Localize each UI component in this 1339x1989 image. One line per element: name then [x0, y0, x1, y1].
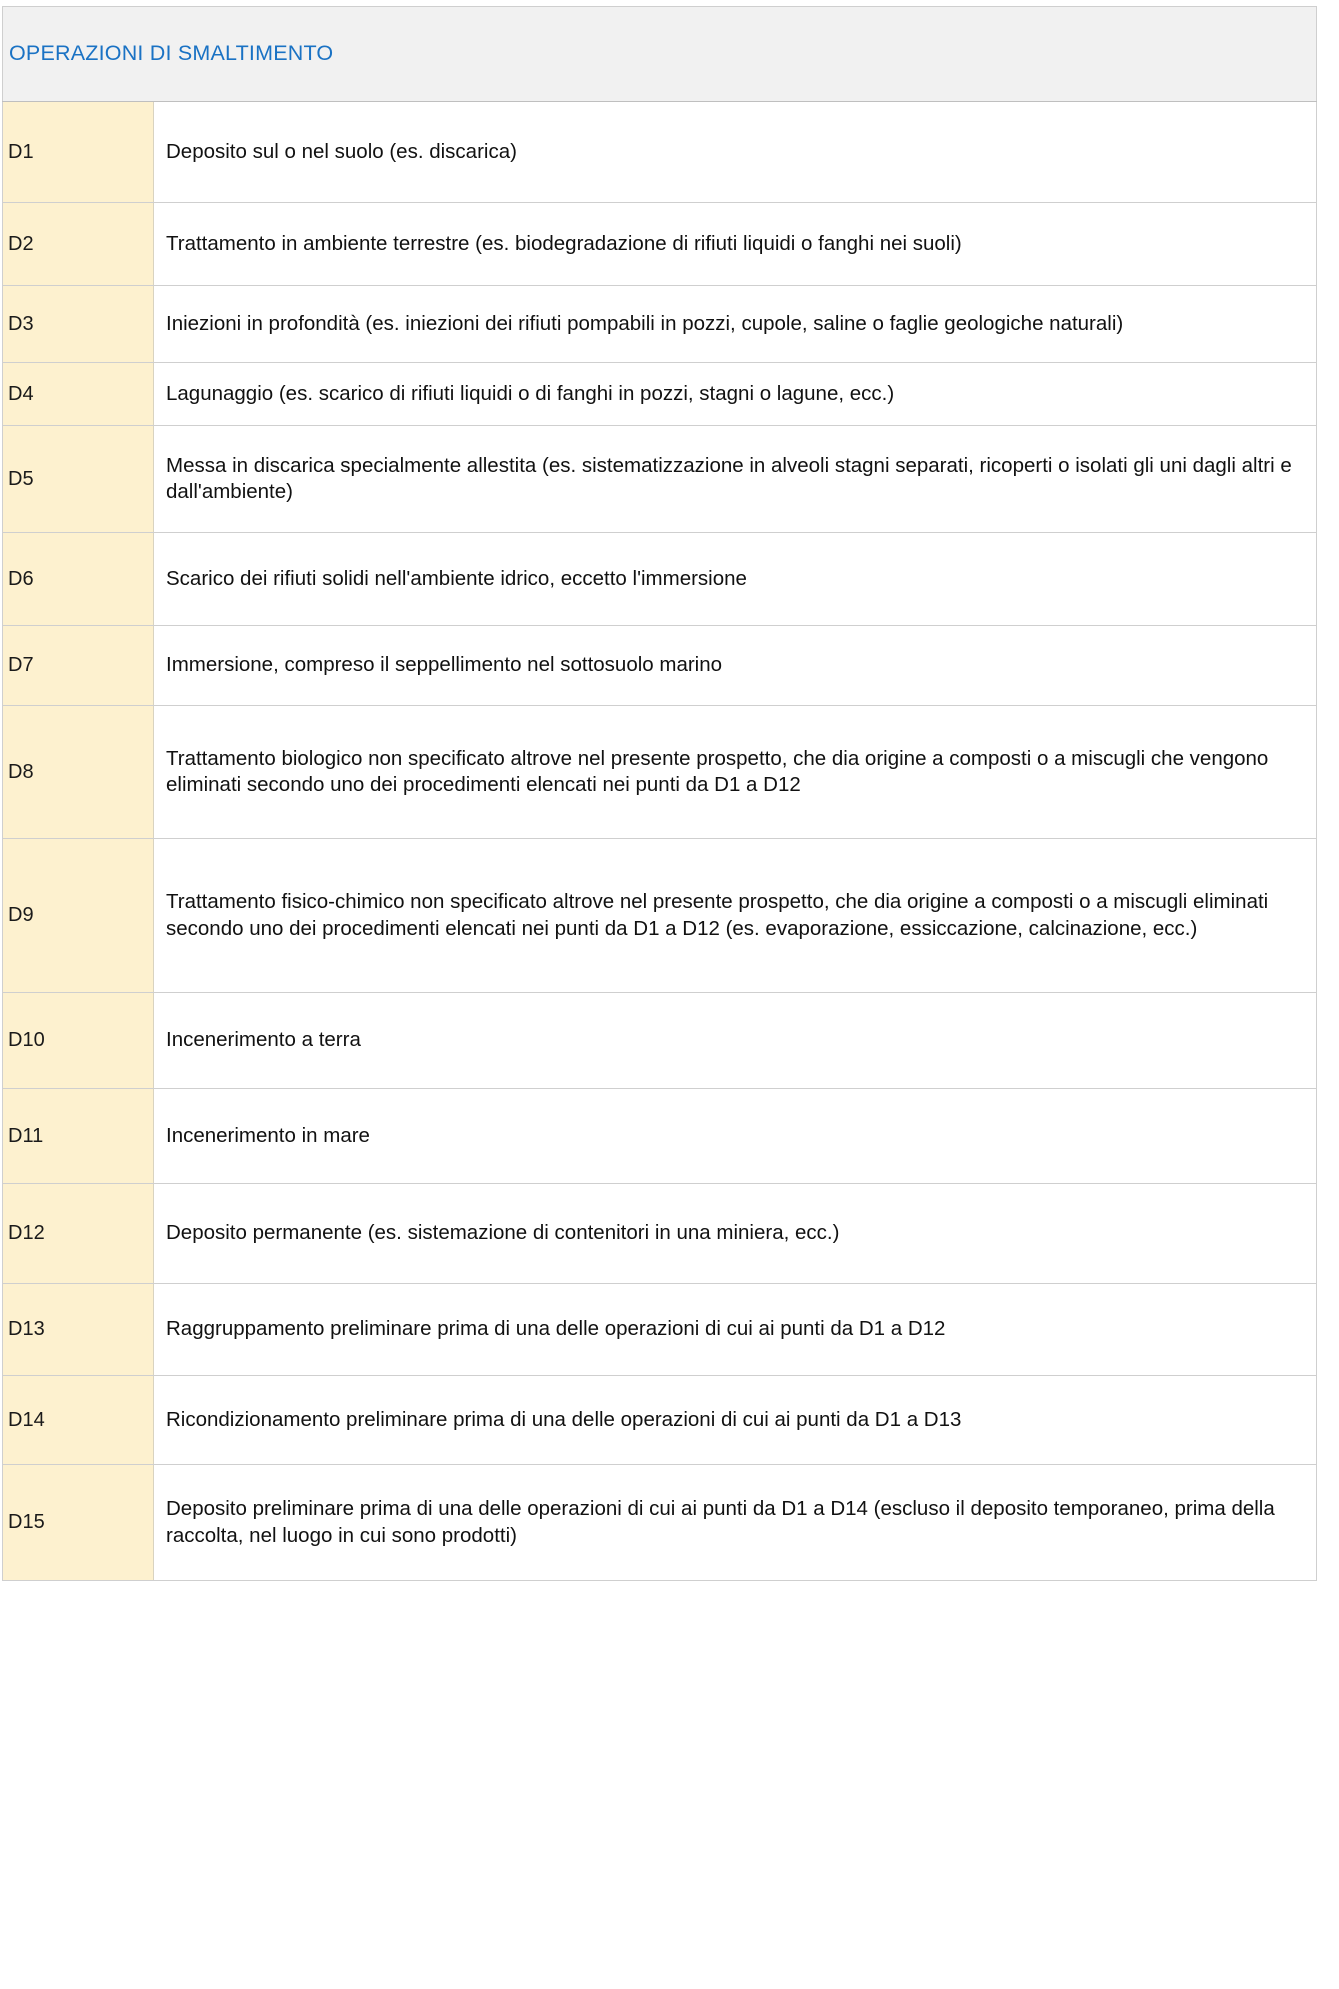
operation-description-cell	[154, 1284, 1317, 1376]
operation-code: D8	[8, 760, 34, 783]
operation-code-cell	[3, 626, 154, 706]
operation-code-cell	[3, 1089, 154, 1184]
operation-description: Incenerimento in mare	[166, 1123, 370, 1147]
operation-code: D3	[8, 312, 34, 335]
operation-code: D15	[8, 1511, 45, 1533]
operation-code: D2	[8, 232, 34, 255]
operation-description: Incenerimento a terra	[166, 1028, 361, 1052]
operation-code-cell	[3, 1184, 154, 1284]
operation-code-cell	[3, 203, 154, 286]
operation-description: Trattamento in ambiente terrestre (es. biodegradazione di rifiuti liquidi o fanghi nei suoli)	[166, 231, 962, 255]
operation-description-cell	[154, 363, 1317, 426]
table-row	[3, 426, 1317, 533]
table-row	[3, 706, 1317, 839]
operation-description: Scarico dei rifiuti solidi nell'ambiente idrico, eccetto l'immersione	[166, 566, 747, 590]
operation-description: Deposito preliminare prima di una delle operazioni di cui ai punti da D1 a D14 (escluso il deposito temporaneo, prima della raccolta, nel luogo in cui sono prodotti)	[166, 1497, 1275, 1547]
operation-code-cell	[3, 1284, 154, 1376]
table-row	[3, 102, 1317, 203]
table-row	[3, 1465, 1317, 1581]
operation-code: D5	[8, 467, 34, 490]
table-row	[3, 1089, 1317, 1184]
operation-description-cell	[154, 1184, 1317, 1284]
operation-description: Raggruppamento preliminare prima di una delle operazioni di cui ai punti da D1 a D12	[166, 1317, 946, 1341]
operation-description-cell	[154, 1376, 1317, 1465]
operation-description-cell	[154, 533, 1317, 626]
operation-description-cell	[154, 286, 1317, 363]
operation-description-cell	[154, 1465, 1317, 1581]
operation-description-cell	[154, 839, 1317, 993]
operation-description-cell	[154, 1089, 1317, 1184]
operation-description: Immersione, compreso il seppellimento nel sottosuolo marino	[166, 653, 723, 677]
operation-code: D4	[8, 382, 34, 405]
operation-code-cell	[3, 102, 154, 203]
table-row	[3, 1376, 1317, 1465]
operation-code-cell	[3, 286, 154, 363]
operation-description: Lagunaggio (es. scarico di rifiuti liquidi o di fanghi in pozzi, stagni o lagune, ecc.)	[166, 381, 895, 405]
operation-code-cell	[3, 426, 154, 533]
operation-code: D14	[8, 1408, 45, 1431]
operation-code-cell	[3, 1376, 154, 1465]
operation-description-cell	[154, 626, 1317, 706]
operation-description: Messa in discarica specialmente allestita (es. sistematizzazione in alveoli stagni separati, ricoperti o isolati gli uni dagli altri e dall'ambiente)	[166, 453, 1292, 503]
operation-description: Trattamento biologico non specificato altrove nel presente prospetto, che dia origine a composti o a miscugli che vengono eliminati secondo uno dei procedimenti elencati nei punti da D1 a D12	[166, 746, 1269, 796]
table-header-row	[3, 7, 1317, 102]
operation-code: D12	[8, 1222, 45, 1244]
table-row	[3, 1284, 1317, 1376]
table-row	[3, 839, 1317, 993]
operation-description: Trattamento fisico-chimico non specificato altrove nel presente prospetto, che dia origine a composti o a miscugli eliminati secondo uno dei procedimenti elencati nei punti da D1 a D12 (es. evaporazione, essiccazione, calcinazione, ecc.)	[166, 890, 1269, 940]
operation-code-cell	[3, 363, 154, 426]
table-row	[3, 286, 1317, 363]
operation-code: D7	[8, 654, 34, 676]
operation-description: Iniezioni in profondità (es. iniezioni dei rifiuti pompabili in pozzi, cupole, saline o faglie geologiche naturali)	[166, 311, 1124, 335]
operation-description: Ricondizionamento preliminare prima di una delle operazioni di cui ai punti da D1 a D13	[166, 1407, 962, 1431]
operation-description-cell	[154, 993, 1317, 1089]
operation-code: D13	[8, 1318, 45, 1340]
operation-code-cell	[3, 839, 154, 993]
operation-code: D11	[8, 1124, 44, 1147]
operation-code-cell	[3, 533, 154, 626]
operation-description-cell	[154, 426, 1317, 533]
operation-code: D9	[8, 904, 34, 926]
table-row	[3, 626, 1317, 706]
table-header-cell	[3, 7, 1317, 102]
operation-code-cell	[3, 706, 154, 839]
operation-code: D6	[8, 567, 34, 590]
operation-code-cell	[3, 1465, 154, 1581]
operation-description: Deposito permanente (es. sistemazione di contenitori in una miniera, ecc.)	[166, 1221, 840, 1245]
table-row	[3, 203, 1317, 286]
table-row	[3, 993, 1317, 1089]
table-row	[3, 1184, 1317, 1284]
operation-code: D1	[8, 140, 34, 163]
table-row	[3, 533, 1317, 626]
table-row	[3, 363, 1317, 426]
operation-description: Deposito sul o nel suolo (es. discarica)	[166, 139, 517, 163]
operation-code: D10	[8, 1029, 45, 1051]
operation-description-cell	[154, 203, 1317, 286]
operation-description-cell	[154, 706, 1317, 839]
operation-code-cell	[3, 993, 154, 1089]
page-title: OPERAZIONI DI SMALTIMENTO	[9, 41, 334, 66]
disposal-operations-table	[2, 6, 1317, 1581]
operation-description-cell	[154, 102, 1317, 203]
